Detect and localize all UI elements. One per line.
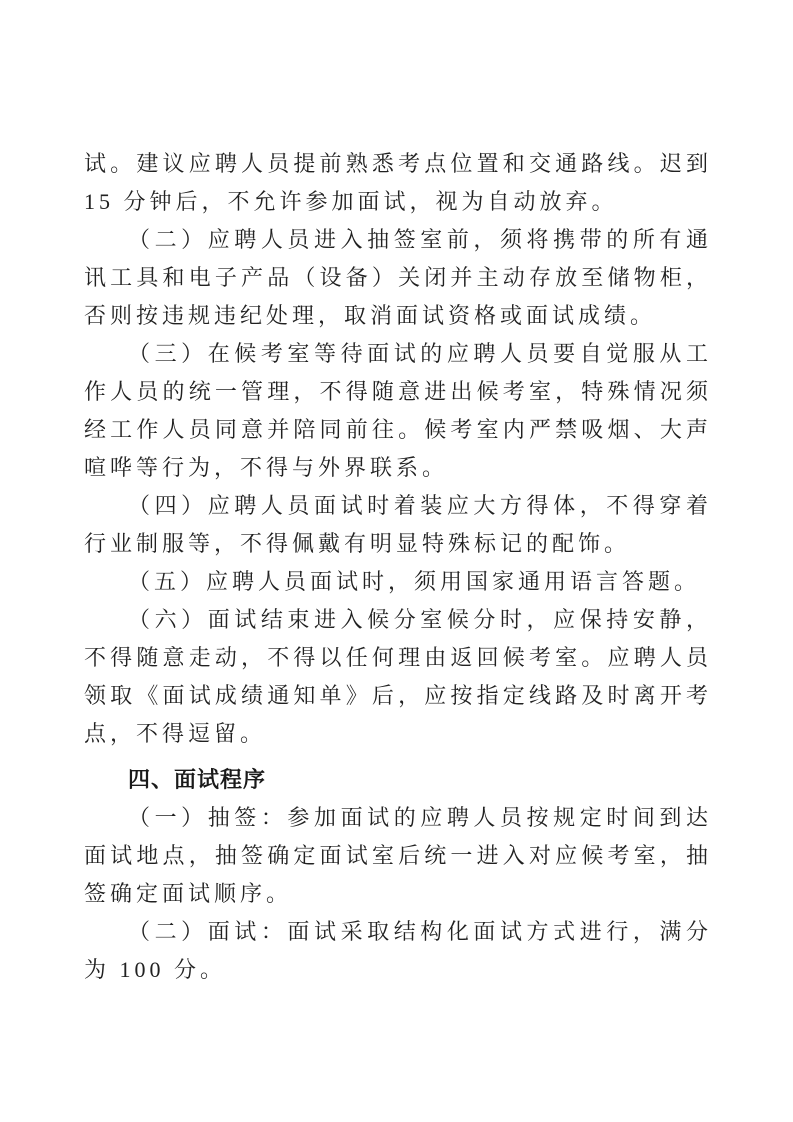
paragraph-continuation: 试。建议应聘人员提前熟悉考点位置和交通路线。迟到 15 分钟后，不允许参加面试，视为自动放弃。 [84,151,712,214]
document-content [84,145,712,989]
paragraph-item-6: （六）面试结束进入候分室候分时，应保持安静，不得随意走动，不得以任何理由返回候考室。应聘人员领取《面试成绩通知单》后，应按指定线路及时离开考点，不得逗留。 [84,607,712,746]
paragraph-item-5: （五）应聘人员面试时，须用国家通用语言答题。 [128,569,701,594]
paragraph-item-2: （二）应聘人员进入抽签室前，须将携带的所有通讯工具和电子产品（设备）关闭并主动存放至储物柜，否则按违规违纪处理，取消面试资格或面试成绩。 [84,227,712,328]
paragraph-item-3: （三）在候考室等待面试的应聘人员要自觉服从工作人员的统一管理，不得随意进出候考室，特殊情况须经工作人员同意并陪同前往。候考室内严禁吸烟、大声喧哗等行为，不得与外界联系。 [84,341,712,480]
paragraph-item-4: （四）应聘人员面试时着装应大方得体，不得穿着行业制服等，不得佩戴有明显特殊标记的配饰。 [84,493,712,556]
section-heading-interview-procedure: 四、面试程序 [128,767,267,792]
paragraph-procedure-item-2: （二）面试：面试采取结构化面试方式进行，满分为 100 分。 [84,919,712,982]
paragraph-procedure-item-1: （一）抽签：参加面试的应聘人员按规定时间到达面试地点，抽签确定面试室后统一进入对应候考室，抽签确定面试顺序。 [84,805,712,906]
